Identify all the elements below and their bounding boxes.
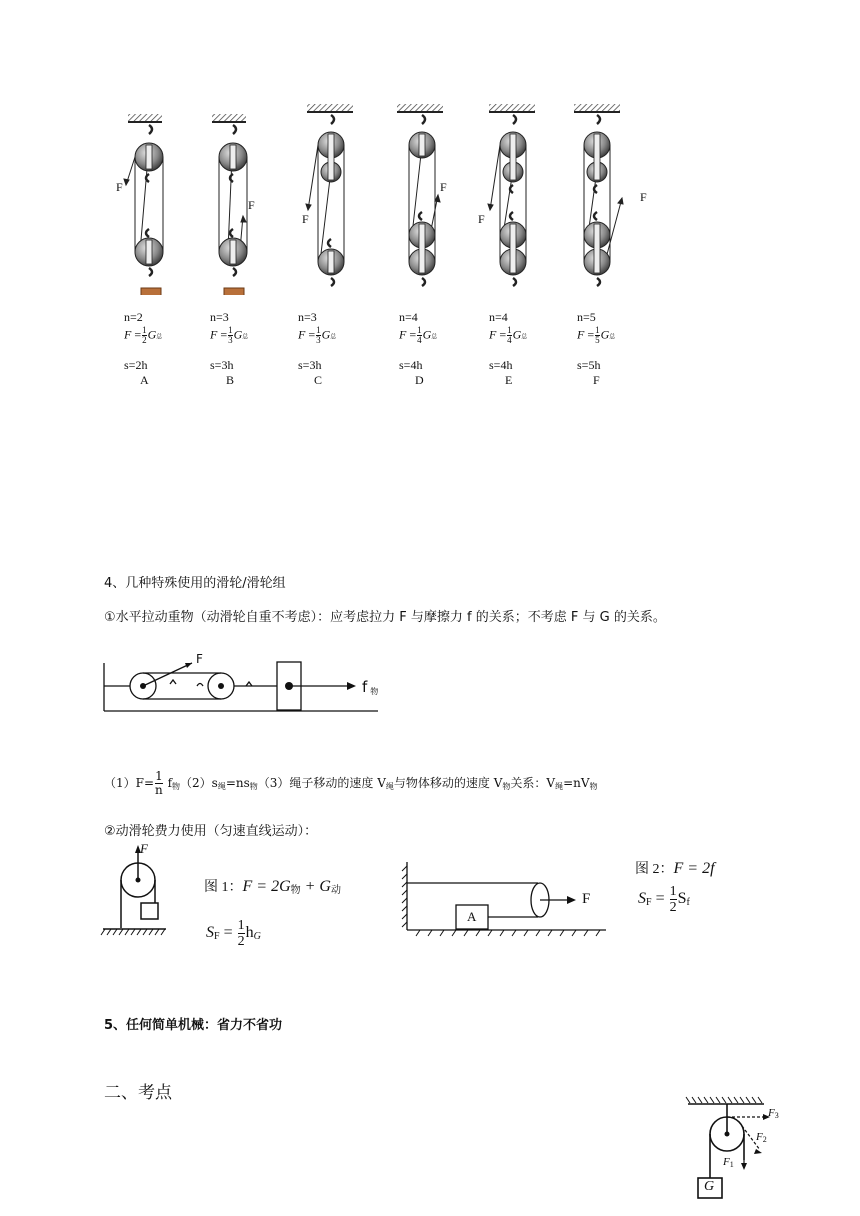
s-value: s=3h [210,358,234,372]
rel-2b-sub: 物 [249,782,258,791]
formula-g-sub: 总 [242,334,249,341]
rel-1-den: n [155,783,163,797]
n-value: n=4 [489,310,508,324]
formula-eq: = [587,327,595,342]
s-value: s=4h [489,358,513,372]
formula-f: F [399,327,407,342]
f3-symbol: F [768,1107,775,1119]
pulley-formula-1 [210,326,248,345]
letter: F [593,373,600,387]
rel-3: （3）绳子移动的速度 V [257,776,386,790]
formula-g-sub: 总 [330,334,337,341]
letter: E [505,373,513,387]
fig1-s-eq: = [219,924,237,942]
pulley-letter-1 [210,373,234,388]
pulley-n-2 [298,310,317,325]
fig2-s-num: 1 [669,884,677,899]
fig1-distance-equation [206,918,261,949]
force-label-e: F [478,212,485,226]
fig1-eq-mid: + G [300,878,331,895]
fig1-s-sub: F [214,931,220,943]
horizontal-pulley-diagram [100,650,400,715]
f1-subscript: 1 [729,1160,734,1169]
fig1-s-fraction [238,918,245,949]
force-label-b: F [248,198,255,212]
pulley-n-0 [124,310,143,325]
formula-f: F [210,327,218,342]
fig1-eq-sub2: 动 [330,885,341,896]
pulley-n-5 [577,310,596,325]
fraction-num: 1 [507,325,512,335]
diagram-friction-label [362,678,378,697]
fig2-s-den: 2 [669,900,677,915]
formula-f: F [577,327,585,342]
friction-subscript: 物 [370,687,379,696]
rel-3d-sub: 物 [589,782,598,791]
relations-line [104,770,598,797]
force-f3-label [768,1107,779,1120]
letter: D [415,373,424,387]
fraction-num: 1 [228,325,233,335]
pulley-formula-3 [399,326,437,345]
force-label-f: F [640,190,647,204]
section4-item1: ①水平拉动重物（动滑轮自重不考虑）：应考虑拉力 F 与摩擦力 f 的关系；不考虑 F 与 G 的关系。 [104,610,666,625]
formula-g: G [600,327,610,342]
f1-symbol: F [723,1156,730,1168]
pulley-letter-3 [399,373,424,388]
rel-1-f: f [167,776,173,790]
fig1-pulley-diagram [100,842,175,937]
formula-g-sub: 总 [431,334,438,341]
fig2-s-eq: = [651,890,669,908]
rel-1-fraction [155,770,163,797]
formula-g: G [147,327,157,342]
formula-eq: = [134,327,142,342]
pulley-n-3 [399,310,418,325]
fig2-block-label: A [467,909,477,924]
pulley-formula-0 [124,326,162,345]
formula-f: F [124,327,132,342]
n-value: n=5 [577,310,596,324]
pulley-systems-figure [100,100,660,295]
pulley-s-3 [399,358,422,373]
pulley-s-1 [210,358,233,373]
fig1-s-num: 1 [237,918,245,933]
fraction-num: 1 [142,325,147,335]
formula-g: G [321,327,331,342]
formula-g-sub: 总 [156,334,163,341]
s-value: s=3h [298,358,322,372]
force-label-d: F [440,180,447,194]
n-value: n=2 [124,310,143,324]
fig1-eq-main: F = 2G [242,878,291,895]
fig1-label: 图 1： [204,880,243,895]
fig2-equation [635,858,715,878]
s-value: s=2h [124,358,148,372]
rel-2b: =ns [225,776,250,790]
fraction-den: 4 [507,335,512,345]
section5-heading: 5、任何简单机械：省力不省功 [104,1018,283,1033]
fig2-s-fraction [670,884,677,915]
fig2-distance-equation [638,884,690,915]
pulley-letter-4 [489,373,512,388]
formula-f: F [298,327,306,342]
rel-3d: =nV [563,776,590,790]
pulley-s-0 [124,358,147,373]
f2-symbol: F [756,1131,763,1143]
fraction-den: 3 [316,335,321,345]
fraction-den: 2 [142,335,147,345]
formula-g-sub: 总 [609,334,616,341]
rel-3c-sub: 绳 [555,782,564,791]
f2-subscript: 2 [762,1135,767,1144]
rel-1-f-sub: 物 [172,782,181,791]
n-value: n=3 [298,310,317,324]
fig2-s: S [638,890,646,908]
diagram-force-label: F [196,652,203,666]
rel-3-sub: 绳 [385,782,394,791]
formula-eq: = [308,327,316,342]
fraction-den: 3 [228,335,233,345]
formula-fraction [595,326,600,345]
fraction-num: 1 [417,325,422,335]
letter: C [314,373,323,387]
pulley-s-4 [489,358,512,373]
rel-3b: 与物体移动的速度 V [393,776,503,790]
fig1-s: S [206,924,214,942]
formula-eq: = [499,327,507,342]
fig2-eq-main: F = 2f [673,860,715,877]
f3-subscript: 3 [774,1111,779,1120]
formula-fraction [417,326,422,345]
fig1-eq-sub1: 物 [290,885,301,896]
force-label-a: F [116,180,123,194]
rel-2-sub: 绳 [217,782,226,791]
force-f1-label [723,1156,734,1169]
letter: B [226,373,235,387]
pulley-formula-2 [298,326,336,345]
fraction-den: 5 [595,335,600,345]
n-value: n=3 [210,310,229,324]
rel-2: （2）s [180,776,218,790]
pulley-s-5 [577,358,600,373]
pulley-s-2 [298,358,321,373]
fraction-num: 1 [316,325,321,335]
rel-1-num: 1 [155,769,163,783]
force-label-c: F [302,212,309,226]
weight-symbol: G [704,1179,715,1194]
fig2-pulley-diagram [400,855,610,940]
formula-f: F [489,327,497,342]
s-value: s=5h [577,358,601,372]
s-value: s=4h [399,358,423,372]
pulley-letter-0 [124,373,149,388]
fig2-s-S-sub: f [686,897,690,909]
letter: A [140,373,149,387]
pulley-n-1 [210,310,229,325]
n-value: n=4 [399,310,418,324]
fig1-s-h: h [245,924,254,942]
formula-eq: = [220,327,228,342]
formula-g: G [512,327,522,342]
rel-3b-sub: 物 [502,782,511,791]
fig2-s-sub: F [646,897,652,909]
formula-g: G [233,327,243,342]
formula-fraction [142,326,147,345]
section2-heading: 二、考点 [104,1083,172,1103]
fig2-force-label: F [582,891,591,907]
section4-item2: ②动滑轮费力使用（匀速直线运动）： [104,824,318,839]
formula-fraction [316,326,321,345]
fig2-s-S: S [677,890,687,908]
fig1-equation [204,876,341,896]
rel-1-prefix: （1）F= [104,776,155,790]
section4-heading: 4、几种特殊使用的滑轮/滑轮组 [104,576,286,591]
formula-fraction [228,326,233,345]
pulley-n-4 [489,310,508,325]
rel-3c: 关系：V [510,776,556,790]
force-f2-label [756,1131,767,1144]
fraction-den: 4 [417,335,422,345]
fig1-force-label [140,841,148,857]
formula-g-sub: 总 [521,334,528,341]
formula-fraction [507,326,512,345]
fraction-num: 1 [595,325,600,335]
pulley-formula-4 [489,326,527,345]
pulley-letter-5 [577,373,600,388]
fig2-label: 图 2： [635,862,674,877]
friction-symbol: f [362,678,368,696]
pulley-formula-5 [577,326,615,345]
formula-g: G [422,327,432,342]
formula-eq: = [409,327,417,342]
pulley-letter-2 [298,373,322,388]
fig1-force-symbol: F [140,841,148,856]
fig1-s-den: 2 [237,934,245,949]
fig1-s-h-sub: G [253,931,261,943]
weight-g-label [704,1179,714,1195]
